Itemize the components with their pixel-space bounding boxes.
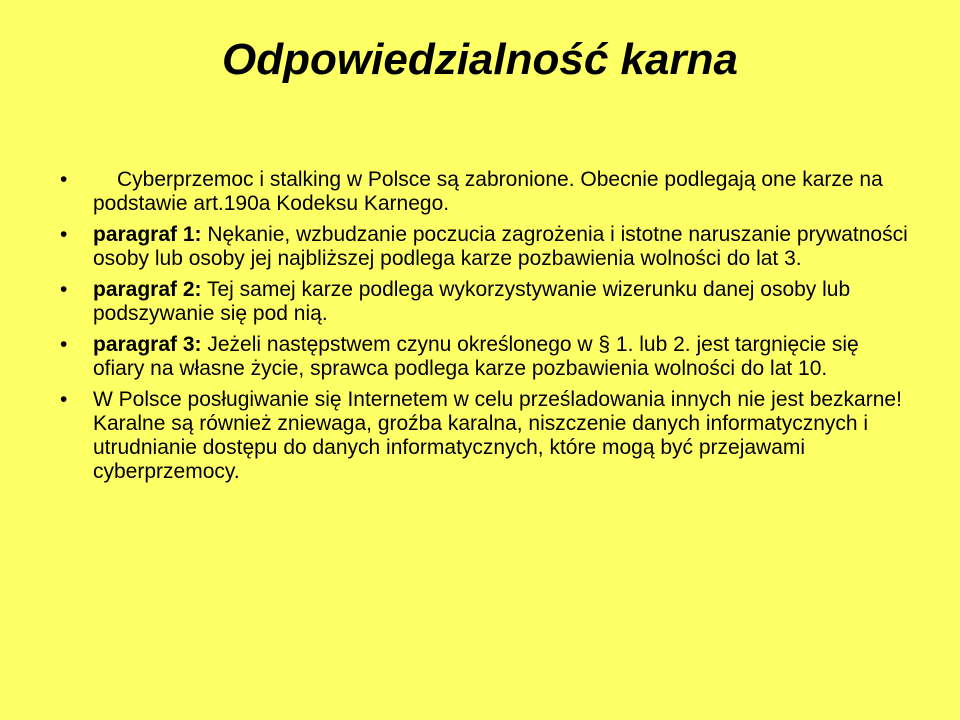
bullet-icon: • xyxy=(60,278,68,301)
bullet-icon: • xyxy=(60,333,68,356)
list-item xyxy=(60,333,910,381)
slide-title: Odpowiedzialność karna xyxy=(222,35,738,84)
item-text: Nękanie, wzbudzanie poczucia zagrożenia i istotne naruszanie prywatności osoby lub osoby jej najbliższej podlega karze pozbawienia wolności do lat 3. xyxy=(93,223,908,270)
list-item xyxy=(60,223,910,271)
item-lead: paragraf 1: xyxy=(93,223,202,246)
list-item xyxy=(60,168,910,216)
item-lead: paragraf 3: xyxy=(93,333,202,356)
bullet-icon: • xyxy=(60,388,68,411)
item-text: Cyberprzemoc i stalking w Polsce są zabronione. Obecnie podlegają one karze na podstawie art.190a Kodeksu Karnego. xyxy=(93,168,883,215)
item-text: Jeżeli następstwem czynu określonego w § 1. lub 2. jest targnięcie się ofiary na własne życie, sprawca podlega karze pozbawienia wolności do lat 10. xyxy=(93,333,859,380)
bullet-icon: • xyxy=(60,223,68,246)
list-item xyxy=(60,278,910,326)
item-text: Tej samej karze podlega wykorzystywanie wizerunku danej osoby lub podszywanie się pod nią. xyxy=(93,278,851,325)
item-lead: paragraf 2: xyxy=(93,278,202,301)
list-item xyxy=(60,388,910,484)
bullet-icon: • xyxy=(60,168,68,191)
item-text: W Polsce posługiwanie się Internetem w celu prześladowania innych nie jest bezkarne! Karalne są również zniewaga, groźba karalna, niszczenie danych informatycznych i utrudnianie dostępu do danych informatycznych, które mogą być przejawami cyberprzemocy. xyxy=(93,388,902,483)
bullet-list xyxy=(60,168,910,491)
